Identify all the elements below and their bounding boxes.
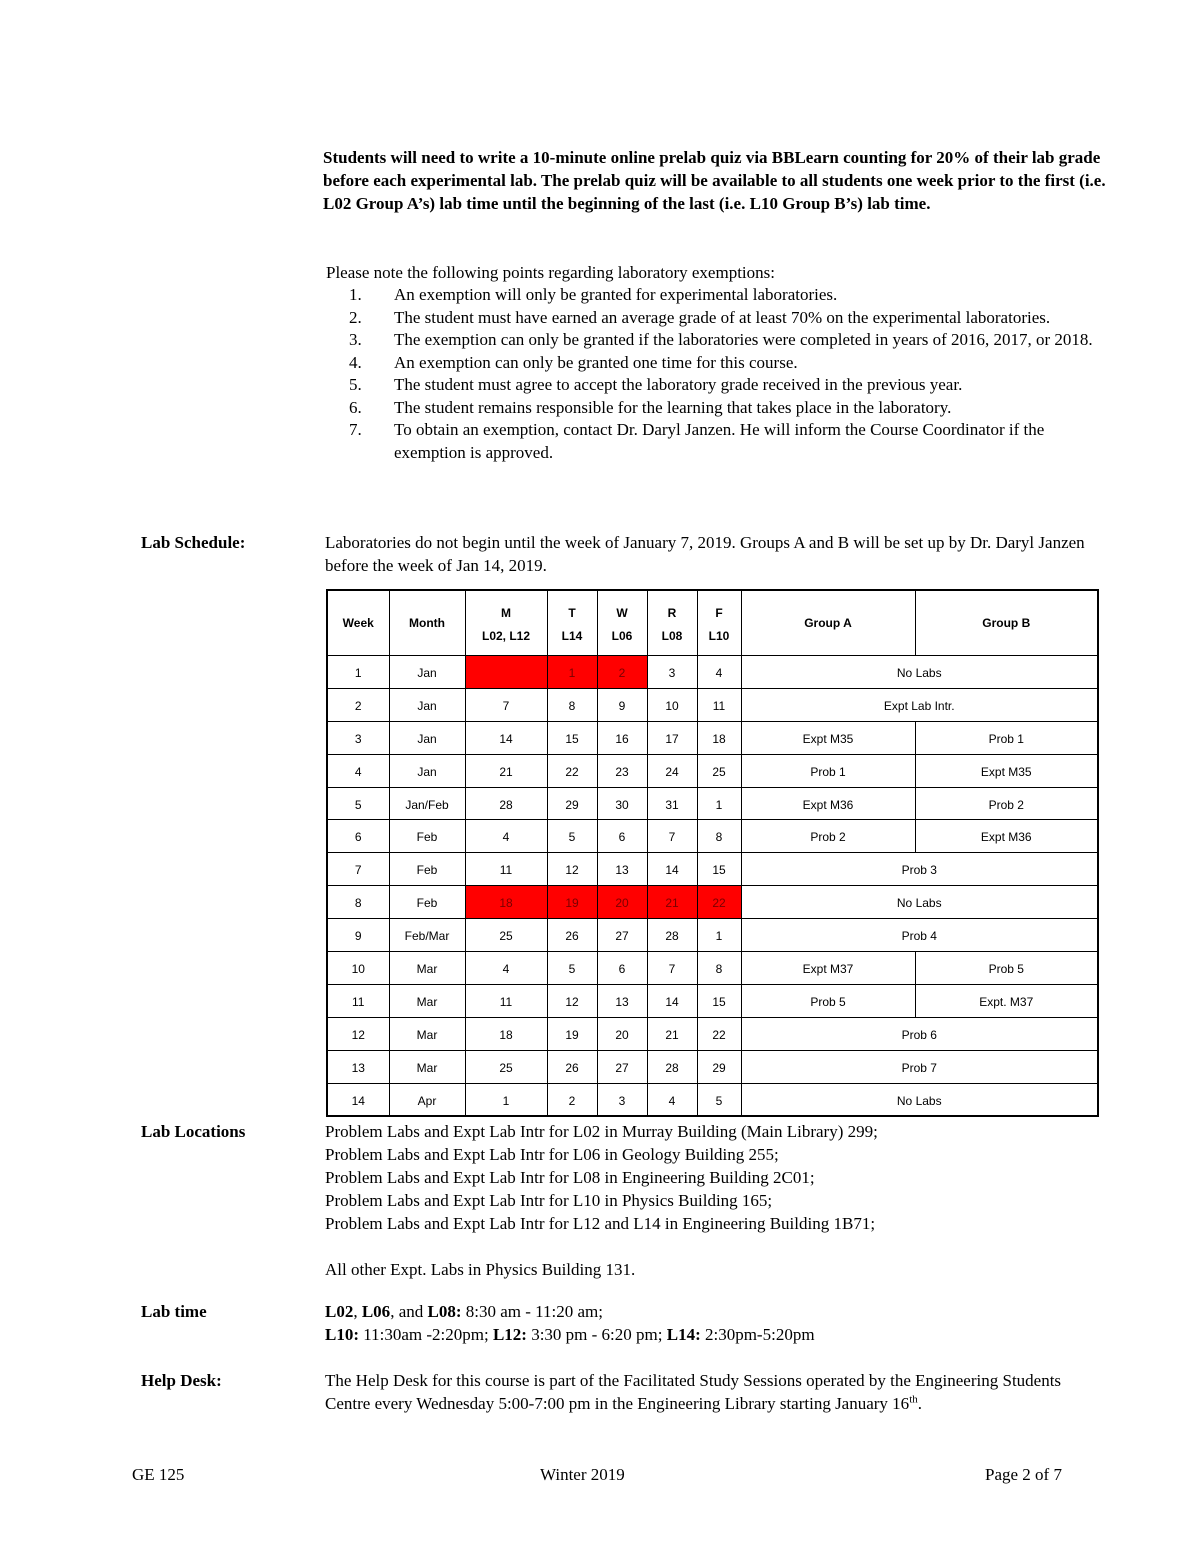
group-merged-cell: Prob 7 (741, 1050, 1098, 1083)
day-cell: 11 (697, 688, 741, 721)
day-cell: 21 (465, 754, 547, 787)
group-merged-cell: Prob 6 (741, 1017, 1098, 1050)
table-row (327, 853, 1098, 886)
footer-term: Winter 2019 (540, 1465, 625, 1484)
week-cell: 8 (327, 886, 389, 919)
table-row (327, 886, 1098, 919)
exemption-text: To obtain an exemption, contact Dr. Daryl Janzen. He will inform the Course Coordinator if the exemption is approved. (394, 420, 1045, 462)
day-cell: 19 (547, 886, 597, 919)
exemption-text: The student must have earned an average grade of at least 70% on the experimental laboratories. (394, 307, 1051, 327)
separator: , and (390, 1302, 428, 1321)
day-cell (465, 656, 547, 689)
day-cell: 5 (697, 1083, 741, 1116)
group-a-cell: Prob 5 (741, 984, 915, 1017)
group-b-cell: Expt M35 (915, 754, 1098, 787)
week-cell: 3 (327, 721, 389, 754)
group-a-cell: Expt M35 (741, 721, 915, 754)
exemptions-lead: Please note the following points regarding laboratory exemptions: (326, 263, 775, 282)
day-cell: 12 (547, 853, 597, 886)
lab-schedule-label: Lab Schedule: (141, 533, 246, 552)
day-cell: 22 (697, 886, 741, 919)
day-cell: 3 (647, 656, 697, 689)
time-range: 11:30am -2:20pm; (359, 1325, 493, 1344)
day-cell: 13 (597, 984, 647, 1017)
ordinal-suffix: th (909, 1393, 918, 1406)
header-day-lab: L14 (561, 629, 583, 643)
day-cell: 8 (697, 820, 741, 853)
time-range: 2:30pm-5:20pm (700, 1325, 815, 1344)
prelab-quiz-paragraph: Students will need to write a 10-minute online prelab quiz via BBLearn counting for 20% of their lab grade before each experimental lab. The prelab quiz will be available to all students one week prior to the first (i.e. L02 Group A’s) lab time until the beginning of the last (i.e. L10 Group B’s) lab time. (323, 148, 1106, 213)
header-day-letter: T (568, 606, 576, 620)
month-cell: Feb (389, 853, 465, 886)
day-cell: 13 (597, 853, 647, 886)
help-desk-text (325, 1369, 1105, 1415)
day-cell: 5 (547, 820, 597, 853)
day-cell: 26 (547, 1050, 597, 1083)
month-cell: Jan/Feb (389, 787, 465, 820)
table-row (327, 688, 1098, 721)
day-cell: 18 (465, 1017, 547, 1050)
header-week: Week (327, 590, 389, 656)
group-a-cell: Prob 2 (741, 820, 915, 853)
month-cell: Mar (389, 1050, 465, 1083)
footer-page-number: Page 2 of 7 (985, 1465, 1062, 1484)
lab-locations-label: Lab Locations (141, 1122, 246, 1141)
day-cell: 5 (547, 952, 597, 985)
day-cell: 14 (465, 721, 547, 754)
exemption-number: 2. (349, 307, 362, 327)
header-day-letter: R (667, 606, 677, 620)
table-row (327, 984, 1098, 1017)
day-cell: 4 (697, 656, 741, 689)
exemption-item (349, 374, 1109, 397)
week-cell: 5 (327, 787, 389, 820)
time-range: 3:30 pm - 6:20 pm; (526, 1325, 667, 1344)
day-cell: 15 (697, 984, 741, 1017)
day-cell: 22 (547, 754, 597, 787)
day-cell: 20 (597, 1017, 647, 1050)
group-a-cell: Expt M37 (741, 952, 915, 985)
group-merged-cell: No Labs (741, 1083, 1098, 1116)
month-cell: Jan (389, 721, 465, 754)
week-cell: 11 (327, 984, 389, 1017)
day-cell: 12 (547, 984, 597, 1017)
section-code: L08: (427, 1302, 462, 1321)
day-cell: 7 (465, 688, 547, 721)
exemption-text: The exemption can only be granted if the laboratories were completed in years of 2016, 2017, or 2018. (394, 330, 1093, 349)
day-cell: 21 (647, 886, 697, 919)
group-b-cell: Prob 1 (915, 721, 1098, 754)
day-cell: 1 (465, 1083, 547, 1116)
day-cell: 27 (597, 919, 647, 952)
table-row (327, 820, 1098, 853)
day-cell: 1 (697, 919, 741, 952)
header-day-thu (647, 590, 697, 656)
day-cell: 19 (547, 1017, 597, 1050)
period: . (917, 1394, 922, 1413)
header-day-wed (597, 590, 647, 656)
day-cell: 8 (547, 688, 597, 721)
header-day-letter: F (715, 606, 723, 620)
exemption-text: The student remains responsible for the learning that takes place in the laboratory. (394, 397, 952, 417)
section-code: L14: (666, 1325, 701, 1344)
exemption-number: 7. (349, 420, 362, 439)
group-merged-cell: No Labs (741, 656, 1098, 689)
month-cell: Feb (389, 886, 465, 919)
day-cell: 18 (465, 886, 547, 919)
month-cell: Jan (389, 688, 465, 721)
day-cell: 14 (647, 984, 697, 1017)
exemption-text: An exemption will only be granted for experimental laboratories. (394, 285, 838, 304)
separator: , (353, 1302, 362, 1321)
section-code: L10: (325, 1325, 359, 1344)
day-cell: 30 (597, 787, 647, 820)
day-cell: 9 (597, 688, 647, 721)
week-cell: 13 (327, 1050, 389, 1083)
day-cell: 8 (697, 952, 741, 985)
day-cell: 11 (465, 853, 547, 886)
group-b-cell: Expt M36 (915, 820, 1098, 853)
section-code: L02 (325, 1302, 354, 1321)
exemption-item (349, 419, 1109, 464)
lab-schedule-text: Laboratories do not begin until the week of January 7, 2019. Groups A and B will be set up by Dr. Daryl Janzen before the week of Jan 14, 2019. (325, 533, 1085, 575)
day-cell: 31 (647, 787, 697, 820)
exemption-item (349, 284, 1109, 307)
day-cell: 29 (547, 787, 597, 820)
exemption-number: 1. (349, 285, 362, 304)
help-desk-label: Help Desk: (141, 1371, 222, 1390)
lab-schedule-table (326, 589, 1099, 1117)
lab-location-line: Problem Labs and Expt Lab Intr for L06 in Geology Building 255; (325, 1145, 779, 1164)
header-day-lab: L06 (611, 629, 633, 643)
day-cell: 26 (547, 919, 597, 952)
header-month: Month (389, 590, 465, 656)
table-row (327, 919, 1098, 952)
day-cell: 1 (697, 787, 741, 820)
week-cell: 9 (327, 919, 389, 952)
day-cell: 29 (697, 1050, 741, 1083)
header-day-letter: M (501, 606, 511, 620)
table-row (327, 1050, 1098, 1083)
lab-time-line-2 (325, 1323, 1115, 1346)
header-day-lab: L10 (708, 629, 730, 643)
header-day-fri (697, 590, 741, 656)
other-labs-line: All other Expt. Labs in Physics Building 131. (325, 1260, 636, 1279)
day-cell: 25 (697, 754, 741, 787)
exemption-number: 4. (349, 352, 362, 372)
lab-time-block (325, 1300, 1115, 1346)
exemption-item (349, 397, 1109, 420)
header-day-tue (547, 590, 597, 656)
section-code: L06 (361, 1302, 391, 1321)
lab-time-line-1 (325, 1300, 1115, 1323)
day-cell: 1 (547, 656, 597, 689)
day-cell: 15 (697, 853, 741, 886)
footer-course: GE 125 (132, 1465, 185, 1484)
header-group-a: Group A (741, 590, 915, 656)
lab-locations-block (325, 1120, 1115, 1281)
month-cell: Mar (389, 984, 465, 1017)
day-cell: 4 (465, 820, 547, 853)
group-b-cell: Expt. M37 (915, 984, 1098, 1017)
day-cell: 23 (597, 754, 647, 787)
time-range: 8:30 am - 11:20 am; (461, 1302, 603, 1321)
day-cell: 6 (597, 820, 647, 853)
header-day-lab: L08 (661, 629, 683, 643)
day-cell: 16 (597, 721, 647, 754)
day-cell: 25 (465, 919, 547, 952)
day-cell: 28 (647, 919, 697, 952)
table-row (327, 721, 1098, 754)
exemptions-list (349, 284, 1109, 464)
exemption-item (349, 329, 1109, 352)
exemption-text: An exemption can only be granted one time for this course. (394, 352, 798, 372)
day-cell: 2 (547, 1083, 597, 1116)
header-day-lab: L02, L12 (481, 629, 531, 643)
month-cell: Jan (389, 754, 465, 787)
group-b-cell: Prob 2 (915, 787, 1098, 820)
day-cell: 17 (647, 721, 697, 754)
month-cell: Apr (389, 1083, 465, 1116)
day-cell: 10 (647, 688, 697, 721)
day-cell: 18 (697, 721, 741, 754)
exemption-number: 6. (349, 397, 362, 417)
week-cell: 12 (327, 1017, 389, 1050)
week-cell: 6 (327, 820, 389, 853)
day-cell: 7 (647, 820, 697, 853)
group-merged-cell: No Labs (741, 886, 1098, 919)
header-day-mon (465, 590, 547, 656)
day-cell: 20 (597, 886, 647, 919)
day-cell: 24 (647, 754, 697, 787)
exemption-number: 5. (349, 375, 362, 394)
day-cell: 25 (465, 1050, 547, 1083)
exemption-item (349, 352, 1109, 375)
exemption-number: 3. (349, 330, 362, 349)
header-group-b: Group B (915, 590, 1098, 656)
lab-location-line: Problem Labs and Expt Lab Intr for L08 in Engineering Building 2C01; (325, 1168, 815, 1187)
group-merged-cell: Prob 4 (741, 919, 1098, 952)
lab-time-label: Lab time (141, 1302, 207, 1321)
group-merged-cell: Prob 3 (741, 853, 1098, 886)
month-cell: Feb (389, 820, 465, 853)
month-cell: Mar (389, 952, 465, 985)
header-day-letter: W (616, 606, 628, 620)
day-cell: 2 (597, 656, 647, 689)
day-cell: 6 (597, 952, 647, 985)
week-cell: 4 (327, 754, 389, 787)
lab-location-line: Problem Labs and Expt Lab Intr for L10 in Physics Building 165; (325, 1191, 773, 1210)
group-a-cell: Prob 1 (741, 754, 915, 787)
table-row (327, 754, 1098, 787)
group-a-cell: Expt M36 (741, 787, 915, 820)
week-cell: 2 (327, 688, 389, 721)
week-cell: 14 (327, 1083, 389, 1116)
week-cell: 1 (327, 656, 389, 689)
day-cell: 21 (647, 1017, 697, 1050)
group-merged-cell: Expt Lab Intr. (741, 688, 1098, 721)
exemption-text: The student must agree to accept the laboratory grade received in the previous year. (394, 375, 963, 394)
table-row (327, 1083, 1098, 1116)
day-cell: 4 (465, 952, 547, 985)
week-cell: 10 (327, 952, 389, 985)
day-cell: 11 (465, 984, 547, 1017)
section-code: L12: (492, 1325, 527, 1344)
table-row (327, 1017, 1098, 1050)
table-row (327, 656, 1098, 689)
table-header-row (327, 590, 1098, 656)
day-cell: 22 (697, 1017, 741, 1050)
month-cell: Jan (389, 656, 465, 689)
table-body (327, 656, 1098, 1117)
lab-location-line: Problem Labs and Expt Lab Intr for L12 and L14 in Engineering Building 1B71; (325, 1214, 876, 1233)
day-cell: 3 (597, 1083, 647, 1116)
group-b-cell: Prob 5 (915, 952, 1098, 985)
day-cell: 14 (647, 853, 697, 886)
table-row (327, 952, 1098, 985)
week-cell: 7 (327, 853, 389, 886)
month-cell: Mar (389, 1017, 465, 1050)
day-cell: 7 (647, 952, 697, 985)
day-cell: 4 (647, 1083, 697, 1116)
help-desk-body: The Help Desk for this course is part of the Facilitated Study Sessions operated by the Engineering Students Centre every Wednesday 5:00-7:00 pm in the Engineering Library starting January 16 (325, 1371, 1062, 1413)
exemption-item (349, 307, 1109, 330)
day-cell: 28 (465, 787, 547, 820)
day-cell: 27 (597, 1050, 647, 1083)
day-cell: 15 (547, 721, 597, 754)
lab-location-line: Problem Labs and Expt Lab Intr for L02 in Murray Building (Main Library) 299; (325, 1122, 878, 1141)
day-cell: 28 (647, 1050, 697, 1083)
table-row (327, 787, 1098, 820)
month-cell: Feb/Mar (389, 919, 465, 952)
